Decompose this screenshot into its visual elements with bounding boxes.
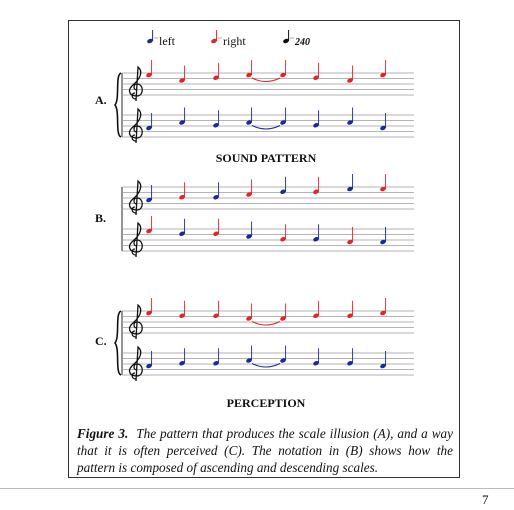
upper-note-1 <box>145 60 152 78</box>
system-c <box>95 298 414 410</box>
lower-note-5 <box>279 224 286 242</box>
legend-item-1 <box>146 30 175 48</box>
lower-note-7 <box>346 227 353 245</box>
upper-note-8 <box>379 298 386 316</box>
lower-note-8 <box>379 227 386 245</box>
upper-note-2 <box>178 66 185 84</box>
upper-note-7 <box>346 301 353 319</box>
upper-note-6 <box>312 177 319 195</box>
upper-note-5 <box>279 304 286 322</box>
lower-note-8 <box>379 351 386 369</box>
legend-item-2 <box>210 30 246 48</box>
brace <box>115 311 121 375</box>
lower-note-7 <box>346 108 353 126</box>
upper-note-6 <box>312 301 319 319</box>
upper-note-4 <box>245 60 252 78</box>
lower-note-8 <box>379 113 386 131</box>
upper-note-8 <box>379 174 386 192</box>
brace <box>115 73 121 137</box>
legend-label: right <box>223 34 246 48</box>
lower-note-4 <box>245 222 252 240</box>
upper-note-5 <box>279 177 286 195</box>
upper-note-8 <box>379 60 386 78</box>
legend-label: 240 <box>295 37 310 48</box>
lower-note-3 <box>212 348 219 366</box>
page-number: 7 <box>482 492 489 507</box>
lower-note-2 <box>178 219 185 237</box>
lower-note-1 <box>145 113 152 131</box>
page-footer-rule <box>0 488 514 489</box>
upper-note-3 <box>212 182 219 200</box>
lower-note-5 <box>279 108 286 126</box>
section-label: B. <box>95 211 107 225</box>
upper-note-7 <box>346 66 353 84</box>
lower-note-6 <box>312 348 319 366</box>
system-b <box>95 174 414 257</box>
legend-label: left <box>159 34 175 48</box>
upper-note-3 <box>212 63 219 81</box>
figure-caption <box>77 425 453 476</box>
upper-note-1 <box>145 298 152 316</box>
lower-note-3 <box>212 110 219 128</box>
upper-note-2 <box>178 301 185 319</box>
lower-note-6 <box>312 110 319 128</box>
lower-note-1 <box>145 351 152 369</box>
lower-note-3 <box>212 219 219 237</box>
upper-note-4 <box>245 304 252 322</box>
lower-note-4 <box>245 346 252 364</box>
upper-note-6 <box>312 63 319 81</box>
caption-text: The pattern that produces the scale illusion (A), and a way that it is often perceived (C). The notation in (B) shows how the pattern is composed of ascending and descending scales. <box>77 426 454 475</box>
lower-note-1 <box>145 216 152 234</box>
upper-note-1 <box>145 185 152 203</box>
legend-item-3 <box>282 30 310 48</box>
figure-label: Figure 3. <box>77 426 129 441</box>
section-label: A. <box>95 93 107 107</box>
upper-note-2 <box>178 182 185 200</box>
section-subtitle: PERCEPTION <box>226 396 306 410</box>
lower-note-2 <box>178 348 185 366</box>
lower-note-2 <box>178 108 185 126</box>
upper-note-4 <box>245 180 252 198</box>
upper-note-5 <box>279 60 286 78</box>
lower-note-7 <box>346 348 353 366</box>
section-label: C. <box>95 334 107 348</box>
lower-note-5 <box>279 346 286 364</box>
system-a <box>95 60 414 165</box>
upper-note-3 <box>212 301 219 319</box>
section-subtitle: SOUND PATTERN <box>215 151 317 165</box>
lower-note-6 <box>312 224 319 242</box>
upper-note-7 <box>346 174 353 192</box>
lower-note-4 <box>245 108 252 126</box>
